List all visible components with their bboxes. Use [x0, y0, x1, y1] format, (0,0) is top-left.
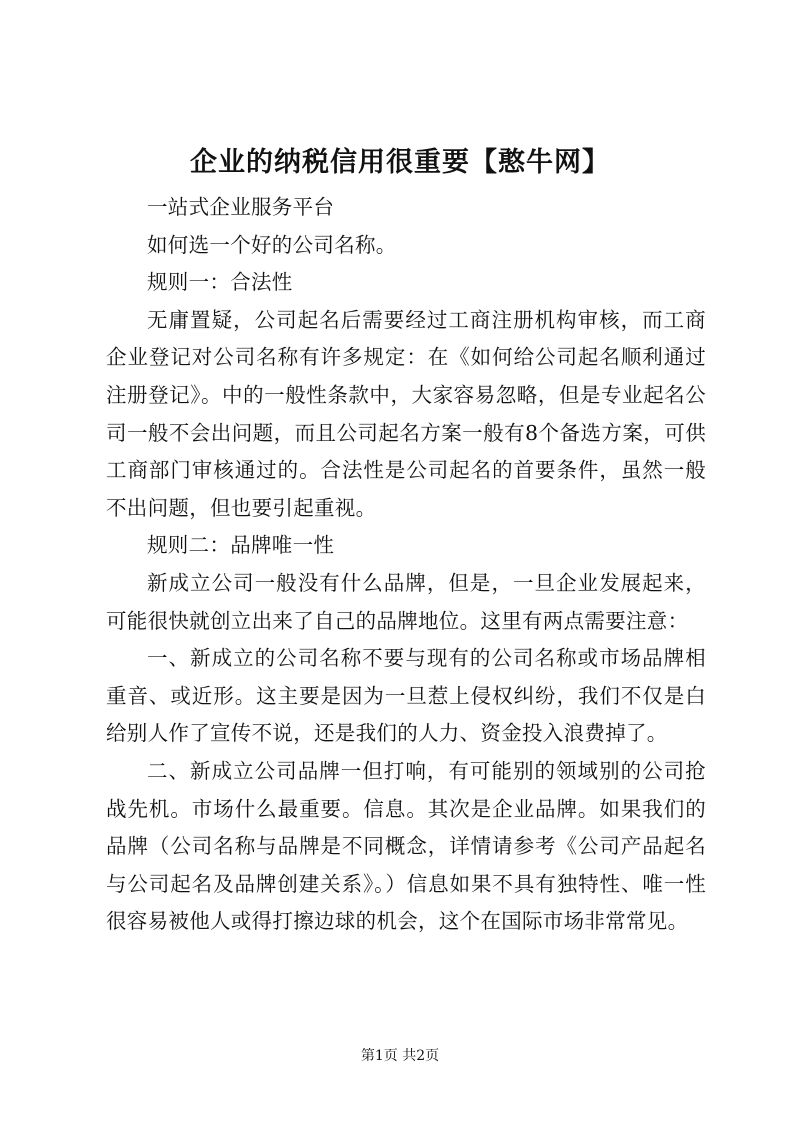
- document-body: [106, 189, 706, 941]
- paragraph-platform: 一站式企业服务平台: [147, 195, 335, 219]
- document-title: 企业的纳税信用很重要【憨牛网】: [190, 147, 610, 178]
- paragraph-rule-two-heading: 规则二：品牌唯一性: [147, 533, 335, 558]
- paragraph-point-two: 二、新成立公司品牌一但打响，有可能别的领域别的公司抢战先机。市场什么最重要。信息。其次是企业品牌。如果我们的品牌（公司名称与品牌是不同概念，详情请参考《公司产品起名与公司起名及品牌创建关系》。）信息如果不具有独特性、唯一性很容易被他人或得打擦边球的机会，这个在国际市场非常常见。: [106, 758, 706, 934]
- paragraph-rule-two-intro: 新成立公司一般没有什么品牌，但是，一旦企业发展起来，可能很快就创立出来了自己的品牌地位。这里有两点需要注意：: [106, 570, 706, 633]
- paragraph-question: 如何选一个好的公司名称。: [147, 232, 397, 257]
- paragraph-point-one: 一、新成立的公司名称不要与现有的公司名称或市场品牌相重音、或近形。这主要是因为一旦惹上侵权纠纷，我们不仅是白给别人作了宣传不说，还是我们的人力、资金投入浪费掉了。: [106, 646, 706, 746]
- paragraph-rule-one-heading: 规则一：合法性: [147, 270, 293, 295]
- paragraph-rule-one-body: 无庸置疑，公司起名后需要经过工商注册机构审核，而工商企业登记对公司名称有许多规定：在《如何给公司起名顺利通过注册登记》。中的一般性条款中，大家容易忽略，但是专业起名公司一般不会出问题，而且公司起名方案一般有8个备选方案，可供工商部门审核通过的。合法性是公司起名的首要条件，虽然一般不出问题，但也要引起重视。: [106, 307, 706, 520]
- page-footer: 第1页 共2页: [360, 1048, 440, 1064]
